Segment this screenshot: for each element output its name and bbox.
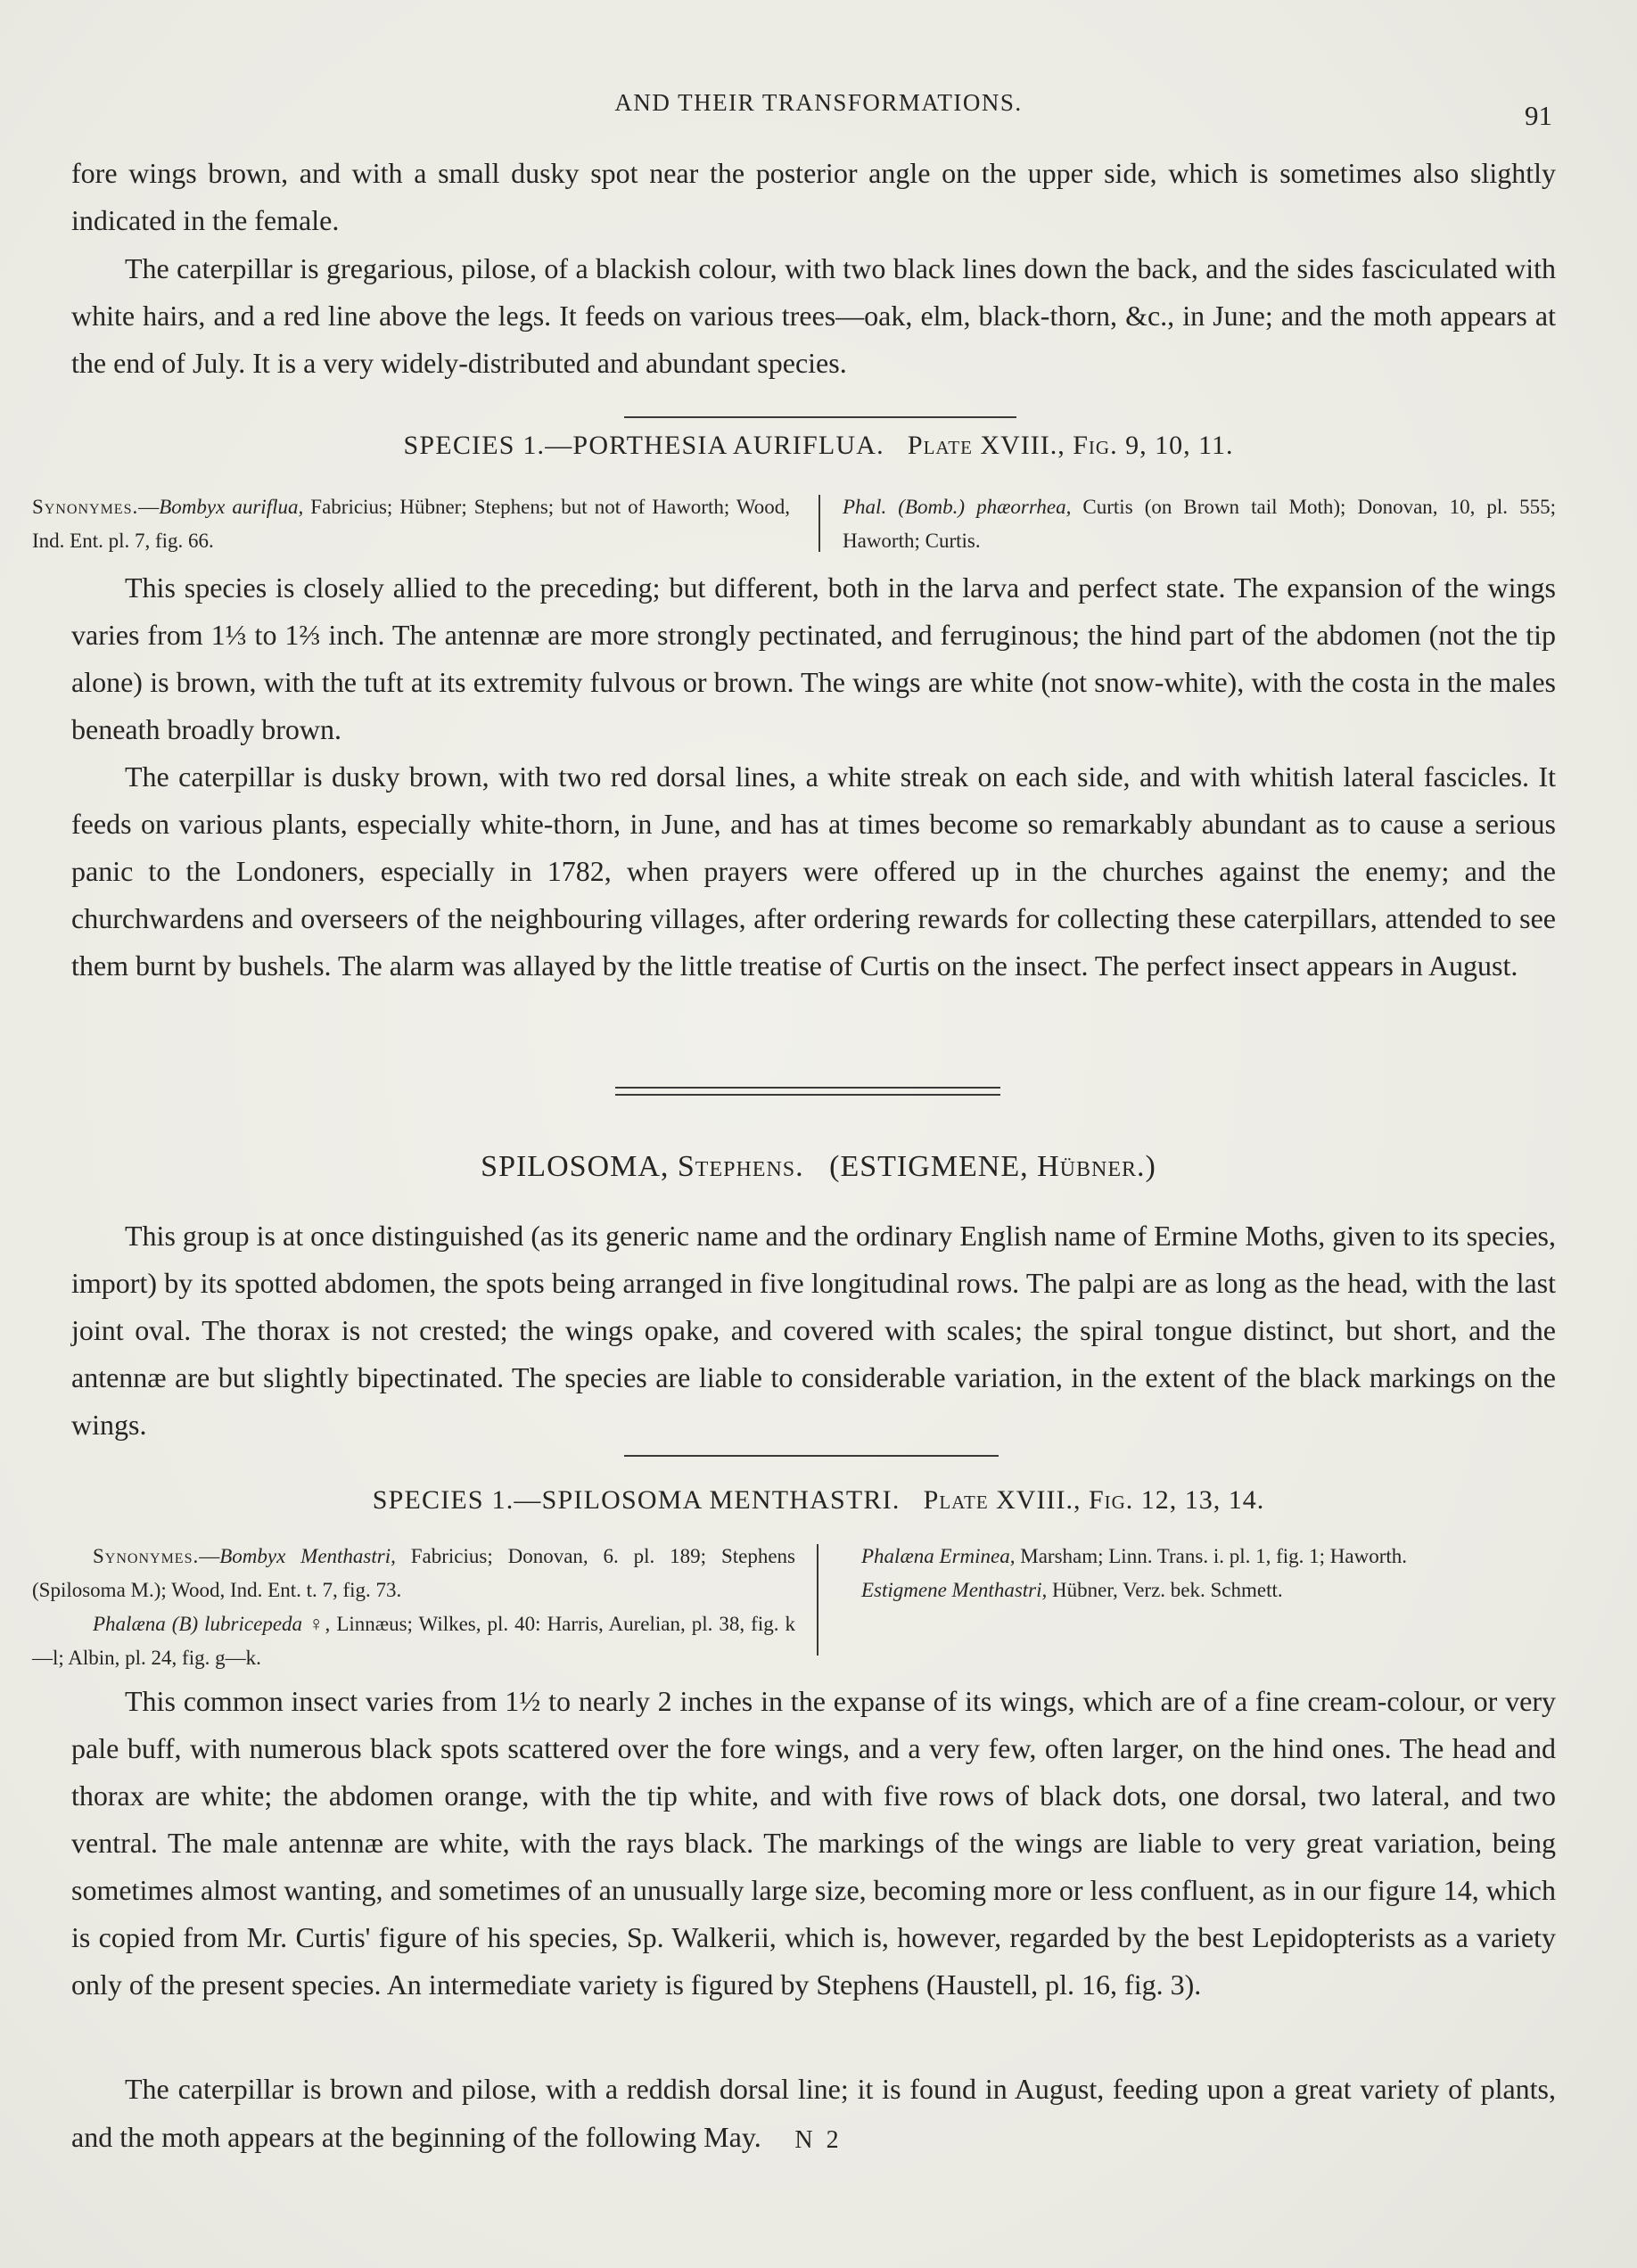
signature-mark: N 2 [794,2126,843,2154]
species-title: SPECIES 1.—SPILOSOMA MENTHASTRI. [372,1485,901,1515]
species-heading-porthesia [0,431,1637,461]
paragraph-spilosoma-caterpillar: The caterpillar is brown and pilose, with a reddish dorsal line; it is found in August, feeding upon a great variety of plants, and the moth appears at the beginning of the following May. [71,2073,1556,2153]
plate-reference: Plate XVIII., Fig. 9, 10, 11. [907,431,1234,460]
synonym-name: (Bomb.) [898,496,965,518]
paragraph-porthesia-caterpillar: The caterpillar is dusky brown, with two red dorsal lines, a white streak on each side, and with whitish lateral fascicles. It feeds on various plants, especially white-thorn, in June, and has at times become so remarkably abundant as to cause a serious panic to the Londoners, especially in 1782, when prayers were offered up in the churches against the enemy; and the churchwardens and overseers of the neighbouring villages, after ordering rewards for collecting these caterpillars, attended to see them burnt by bushels. The alarm was allayed by the little treatise of Curtis on the insect. The perfect insect appears in August. [71,760,1556,982]
synonym-name: Bombyx Menthastri, [219,1545,396,1567]
double-rule-bottom [615,1094,1000,1096]
synonyms-right-2 [817,1540,1553,1607]
synonym-entry [32,1607,795,1675]
paragraph-porthesia-description: This species is closely allied to the preceding; but different, both in the larva and perfect state. The expansion of the wings varies from 1⅓ to 1⅔ inch. The antennæ are more strongly pectinated, and ferruginous; the hind part of the abdomen (not the tip alone) is brown, with the tuft at its extremity fulvous or brown. The wings are white (not snow-white), with the costa in the males beneath broadly brown. [71,571,1556,745]
synonyms-label: Synonymes. [93,1545,200,1567]
synonym-name: Estigmene Menthastri, [861,1579,1048,1601]
synonym-refs: Curtis (on Brown tail Moth); Donovan, 10, pl. 555; Haworth; Curtis. [843,496,1557,552]
synonym-refs: Marsham; Linn. Trans. i. pl. 1, fig. 1; Haworth. [1015,1545,1408,1567]
double-rule-top [615,1087,1000,1089]
running-head: AND THEIR TRANSFORMATIONS. [614,89,1023,116]
section-divider [624,416,1016,418]
synonym-refs: Fabricius; Hübner; Stephens; but not of Haworth; Wood, Ind. Ent. pl. 7, fig. 66. [32,496,790,552]
synonyms-label: Synonymes. [32,496,139,518]
paragraph-spilosoma-description: This common insect varies from 1½ to nearly 2 inches in the expanse of its wings, which are of a fine cream-colour, or very pale buff, with numerous black spots scattered over the fore wings, and a very few, often larger, on the hind ones. The head and thorax are white; the abdomen orange, with the tip white, and with five rows of black dots, one dorsal, two lateral, and two ventral. The male antennæ are white, with the rays black. The markings of the wings are liable to very great variation, being sometimes almost wanting, and sometimes of an unusually large size, becoming more or less confluent, as in our figure 14, which is copied from Mr. Curtis' figure of his species, Sp. Walkerii, which is, however, regarded by the best Lepidopterists as a variety only of the present species. An intermediate variety is figured by Stephens (Haustell, pl. 16, fig. 3). [71,1685,1556,2001]
synonym-entry [817,1540,1553,1574]
genus-synonym: (ESTIGMENE, [829,1150,1029,1183]
synonym-name: Phalæna (B) lubricepeda [93,1613,303,1635]
synonym-name: phæorrhea, [976,496,1072,518]
paragraph-genus-description: This group is at once distinguished (as its generic name and the ordinary English name of Ermine Moths, given to its species, import) by its spotted abdomen, the spots being arranged in five longitudinal rows. The palpi are as long as the head, with the last joint oval. The thorax is not crested; the wings opake, and covered with scales; the spiral tongue distinct, but short, and the antennæ are but slightly bipectinated. The species are liable to considerable variation, in the extent of the black markings on the wings. [71,1220,1556,1441]
species-heading-spilosoma [0,1485,1637,1516]
synonym-name: Phal. [843,496,887,518]
synonym-entry [817,1574,1553,1607]
synonym-refs: Hübner, Verz. bek. Schmett. [1047,1579,1283,1601]
synonyms-left-2 [32,1540,795,1675]
genus-author: Stephens. [677,1150,804,1183]
synonym-name: Bombyx auriflua, [159,496,304,518]
plate-reference: Plate XVIII., Fig. 12, 13, 14. [923,1485,1265,1515]
synonym-refs: ♀, Linnæus; Wilkes, pl. 40: Harris, Aurelian, pl. 38, fig. k—l; Albin, pl. 24, fig. g—k. [32,1613,795,1669]
synonym-refs: Fabricius; Donovan, 6. pl. 189; Stephens (Spilosoma M.); Wood, Ind. Ent. t. 7, fig. 73. [32,1545,795,1601]
genus-close-paren: ) [1145,1150,1156,1183]
genus-heading [0,1150,1637,1184]
genus-synonym-author: Hübner. [1037,1150,1146,1183]
page-number: 91 [1525,100,1552,131]
synonyms-divider [818,495,820,552]
section-divider-2 [624,1455,999,1457]
synonym-name: Phalæna Erminea, [861,1545,1016,1567]
synonyms-right [843,490,1556,558]
paragraph-caterpillar-1: The caterpillar is gregarious, pilose, of a blackish colour, with two black lines down the back, and the sides fasciculated with white hairs, and a red line above the legs. It feeds on various trees—oak, elm, black-thorn, &c., in June; and the moth appears at the end of July. It is a very widely-distributed and abundant species. [71,252,1556,379]
synonym-entry: Synonymes.—Bombyx Menthastri, Fabricius; Donovan, 6. pl. 189; Stephens (Spilosoma M.); Wood, Ind. Ent. t. 7, fig. 73. [32,1545,795,1601]
paragraph-continuation: fore wings brown, and with a small dusky spot near the posterior angle on the upper side, which is sometimes also slightly indicated in the female. [71,157,1556,236]
genus-name: SPILOSOMA, [481,1150,670,1183]
species-title: SPECIES 1.—PORTHESIA AURIFLUA. [403,431,884,460]
synonyms-left: Synonymes.—Bombyx auriflua, Fabricius; Hübner; Stephens; but not of Haworth; Wood, Ind. Ent. pl. 7, fig. 66. [32,496,790,552]
